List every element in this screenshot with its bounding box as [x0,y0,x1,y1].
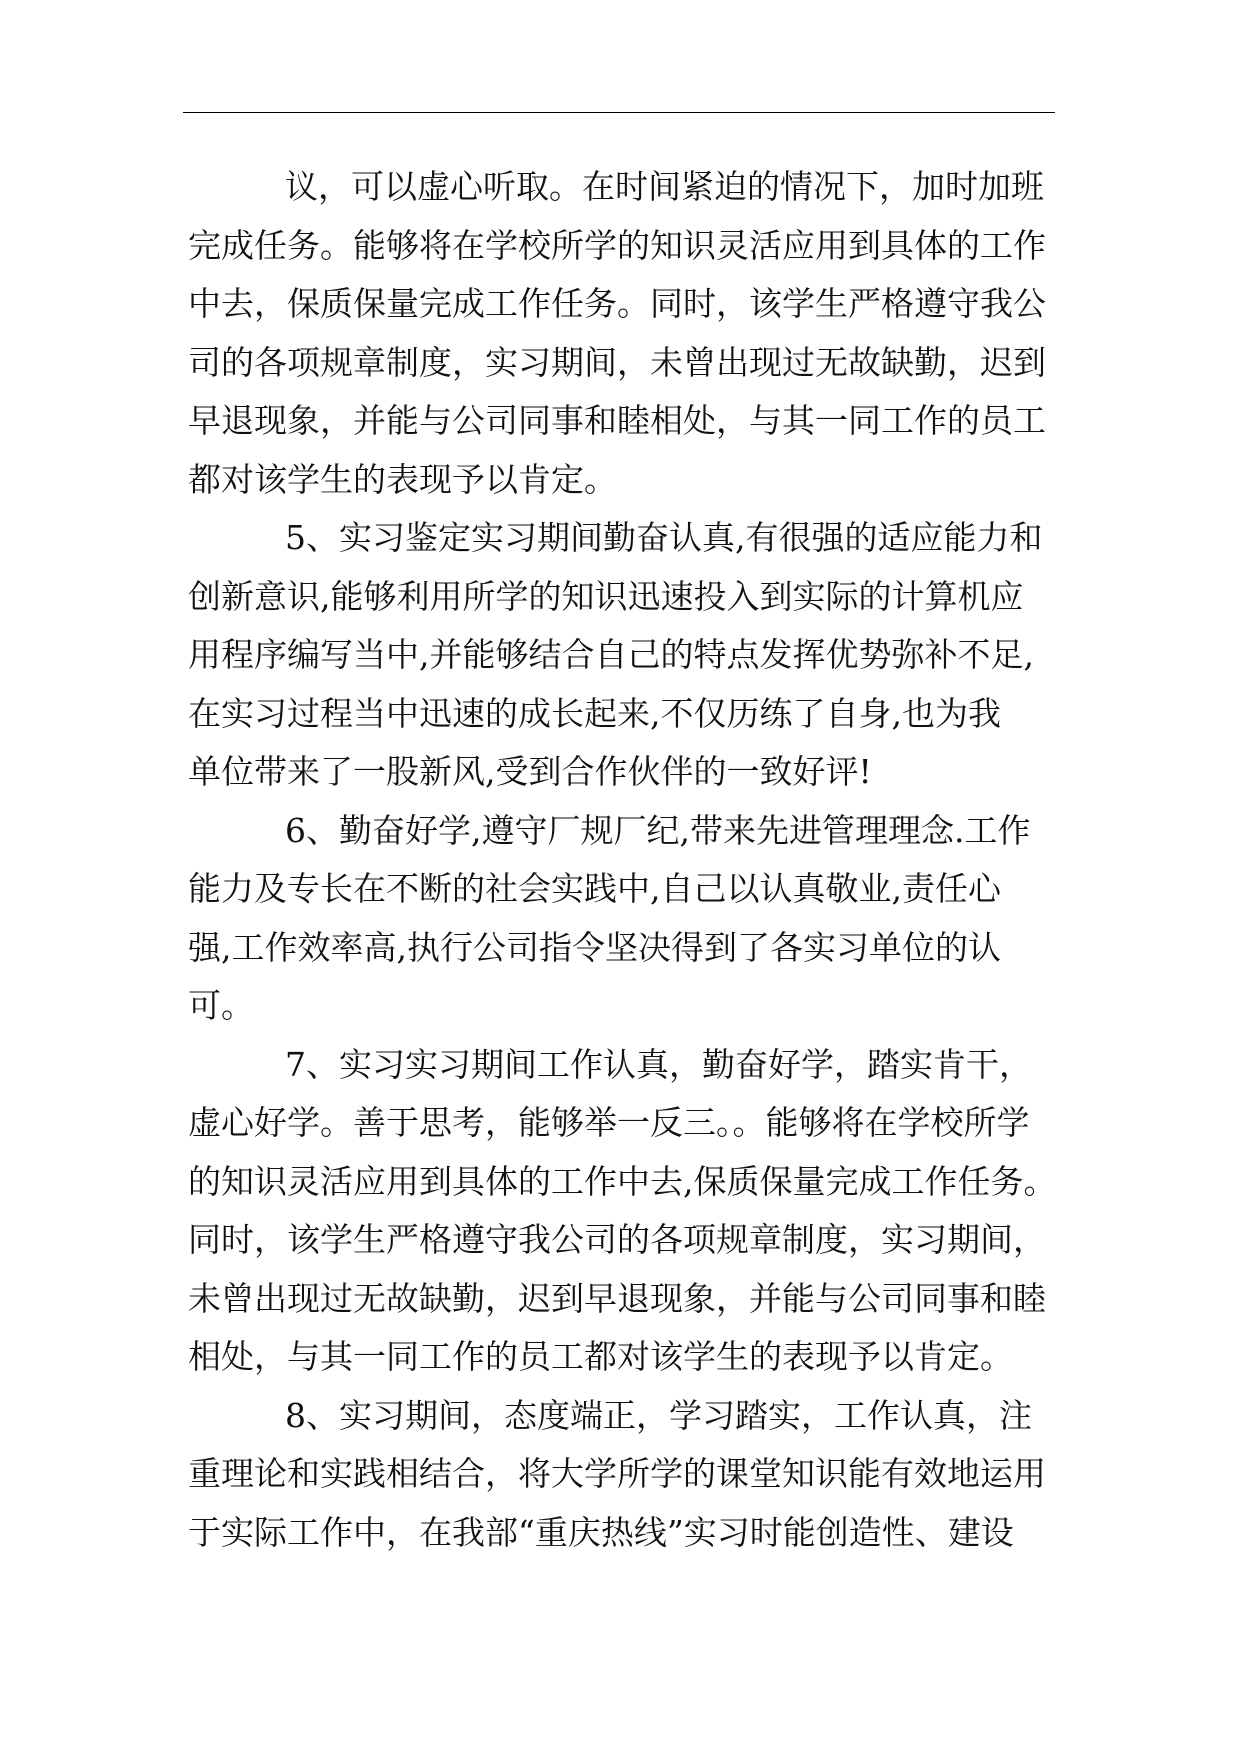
header-rule [183,112,1055,113]
text-line: 议，可以虚心听取。在时间紧迫的情况下，加时加班 [285,167,1044,206]
text-line: 于实际工作中，在我部“重庆热线”实习时能创造性、建设 [188,1512,1014,1552]
body-text [188,158,1060,1562]
text-line: 都对该学生的表现予以肯定。 [188,459,617,499]
text-line: 完成任务。能够将在学校所学的知识灵活应用到具体的工作 [188,225,1046,265]
text-line: 同时，该学生严格遵守我公司的各项规章制度，实习期间， [188,1220,1046,1259]
text-line: 中去，保质保量完成工作任务。同时，该学生严格遵守我公 [188,284,1046,323]
text-line: 用程序编写当中,并能够结合自己的特点发挥优势弥补不足, [188,635,1034,674]
text-line: 虚心好学。善于思考，能够举一反三。。能够将在学校所学 [188,1103,1030,1142]
text-line: 早退现象，并能与公司同事和睦相处，与其一同工作的员工 [188,401,1046,440]
text-line: 司的各项规章制度，实习期间，未曾出现过无故缺勤，迟到 [188,342,1046,382]
text-line: 的知识灵活应用到具体的工作中去,保质保量完成工作任务。 [188,1161,1057,1201]
text-line: 6、勤奋好学,遵守厂规厂纪,带来先进管理理念.工作 [285,810,1031,850]
text-line: 8、实习期间，态度端正，学习踏实，工作认真，注 [285,1395,1032,1435]
text-line: 重理论和实践相结合，将大学所学的课堂知识能有效地运用 [188,1454,1046,1493]
text-line: 创新意识,能够利用所学的知识迅速投入到实际的计算机应 [188,576,1024,616]
text-line: 能力及专长在不断的社会实践中,自己以认真敬业,责任心 [188,869,1001,908]
text-line: 相处，与其一同工作的员工都对该学生的表现予以肯定。 [188,1337,1013,1376]
text-line: 可。 [188,986,254,1025]
text-line: 强,工作效率高,执行公司指令坚决得到了各实习单位的认 [188,927,1001,967]
text-line: 未曾出现过无故缺勤，迟到早退现象，并能与公司同事和睦 [188,1278,1046,1318]
text-line: 单位带来了一股新风,受到合作伙伴的一致好评! [188,752,872,791]
text-line: 7、实习实习期间工作认真，勤奋好学，踏实肯干， [285,1044,1032,1084]
text-line: 在实习过程当中迅速的成长起来,不仅历练了自身,也为我 [188,693,1001,733]
text-line: 5、实习鉴定实习期间勤奋认真,有很强的适应能力和 [285,518,1043,557]
